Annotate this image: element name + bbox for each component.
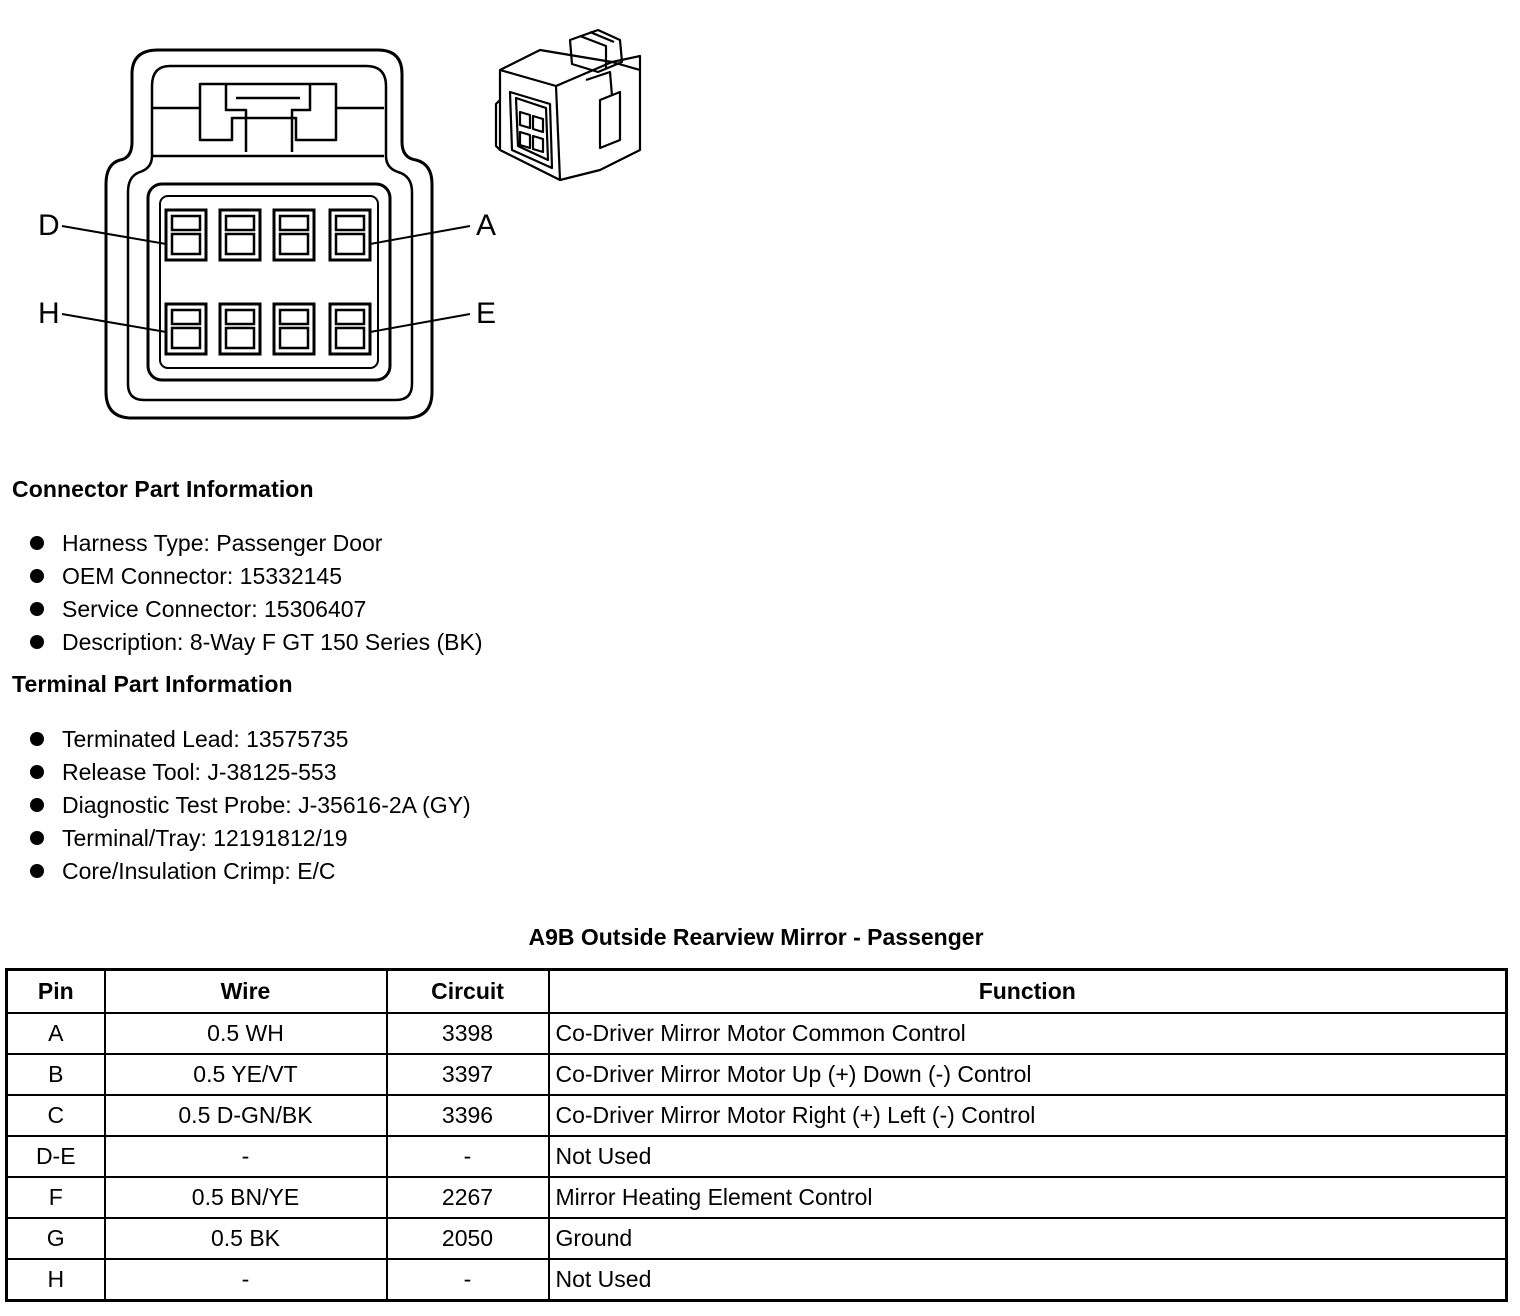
table-row [7,1013,1507,1054]
list-item-text: Release Tool: J-38125-553 [62,759,337,785]
cell-circuit: - [387,1136,549,1177]
cell-function: Co-Driver Mirror Motor Up (+) Down (-) Control [549,1054,1507,1095]
terminal-cavity-bottom [172,328,200,348]
terminal-cavity-top [280,310,308,324]
cell-function: Mirror Heating Element Control [549,1177,1507,1218]
cell-pin: G [7,1218,105,1259]
list-item-text: OEM Connector: 15332145 [62,563,343,589]
callout-line-a [370,226,470,244]
terminal-info-heading: Terminal Part Information [12,671,293,697]
list-item-text: Terminal/Tray: 12191812/19 [62,825,348,851]
column-header-pin: Pin [7,970,105,1014]
table-row [7,1218,1507,1259]
terminal-cavity-bottom [280,234,308,254]
terminal-cavity-bottom [336,328,364,348]
terminal-cavity-top [336,216,364,230]
connector-housing-outline [106,50,432,418]
pinout-table [5,968,1508,1302]
bullet-icon [30,536,44,550]
cell-wire: 0.5 BN/YE [105,1177,387,1218]
terminal-cavity-top [226,216,254,230]
bullet-icon [30,831,44,845]
list-item [28,756,471,789]
cell-wire: 0.5 WH [105,1013,387,1054]
callout-line-h [62,314,166,332]
terminal-cavities [166,210,370,354]
cell-pin: H [7,1259,105,1301]
terminal-cavity-top [226,310,254,324]
terminal-cavity-bottom [226,234,254,254]
bullet-icon [30,635,44,649]
callout-label-d: D [38,209,60,242]
table-header-row [7,970,1507,1014]
list-item-text: Diagnostic Test Probe: J-35616-2A (GY) [62,792,471,818]
list-item-text: Description: 8-Way F GT 150 Series (BK) [62,629,483,655]
list-item [28,855,471,888]
connector-3d-illustration [496,30,640,180]
bullet-icon [30,732,44,746]
connector-face-diagram [0,0,660,440]
table-row [7,1136,1507,1177]
cell-circuit: 2050 [387,1218,549,1259]
bullet-icon [30,798,44,812]
bullet-icon [30,864,44,878]
cell-wire: - [105,1136,387,1177]
cell-pin: D-E [7,1136,105,1177]
table-row [7,1054,1507,1095]
list-item [28,822,471,855]
callout-line-d [62,226,166,244]
terminal-cavity-top [172,310,200,324]
connector-latch-inner [200,108,336,140]
connector-latch [152,84,384,108]
list-item [28,593,483,626]
list-item-text: Terminated Lead: 13575735 [62,726,349,752]
cell-wire: - [105,1259,387,1301]
list-item-text: Service Connector: 15306407 [62,596,367,622]
cell-wire: 0.5 BK [105,1218,387,1259]
cell-circuit: 2267 [387,1177,549,1218]
cell-pin: B [7,1054,105,1095]
list-item [28,560,483,593]
terminal-cavity-bottom [280,328,308,348]
cell-pin: C [7,1095,105,1136]
cell-pin: A [7,1013,105,1054]
connector-info-heading: Connector Part Information [12,476,314,502]
list-item [28,723,471,756]
terminal-cavity-area [148,184,390,380]
terminal-cavity-bottom [226,328,254,348]
callout-label-a: A [476,209,497,242]
cell-circuit: 3396 [387,1095,549,1136]
list-item [28,626,483,659]
list-item-text: Harness Type: Passenger Door [62,530,383,556]
table-row [7,1177,1507,1218]
terminal-info-list [28,723,471,888]
cell-function: Not Used [549,1259,1507,1301]
table-title: A9B Outside Rearview Mirror - Passenger [528,924,984,950]
table-row [7,1095,1507,1136]
callout-label-h: H [38,297,60,330]
column-header-circuit: Circuit [387,970,549,1014]
cell-function: Co-Driver Mirror Motor Right (+) Left (-) Control [549,1095,1507,1136]
cell-circuit: 3397 [387,1054,549,1095]
list-item [28,527,483,560]
cell-wire: 0.5 D-GN/BK [105,1095,387,1136]
terminal-cavity-bottom [172,234,200,254]
terminal-cavity-top [172,216,200,230]
column-header-wire: Wire [105,970,387,1014]
column-header-function: Function [549,970,1507,1014]
list-item [28,789,471,822]
bullet-icon [30,569,44,583]
cell-wire: 0.5 YE/VT [105,1054,387,1095]
bullet-icon [30,765,44,779]
cell-function: Not Used [549,1136,1507,1177]
terminal-cavity-top [336,310,364,324]
connector-info-list [28,527,483,659]
cell-pin: F [7,1177,105,1218]
terminal-cavity-inner [160,196,378,368]
table-row [7,1259,1507,1301]
cell-function: Co-Driver Mirror Motor Common Control [549,1013,1507,1054]
callout-line-e [370,314,470,332]
terminal-cavity-bottom [336,234,364,254]
terminal-cavity-top [280,216,308,230]
cell-circuit: 3398 [387,1013,549,1054]
callout-label-e: E [476,297,497,330]
bullet-icon [30,602,44,616]
cell-circuit: - [387,1259,549,1301]
cell-function: Ground [549,1218,1507,1259]
list-item-text: Core/Insulation Crimp: E/C [62,858,336,884]
